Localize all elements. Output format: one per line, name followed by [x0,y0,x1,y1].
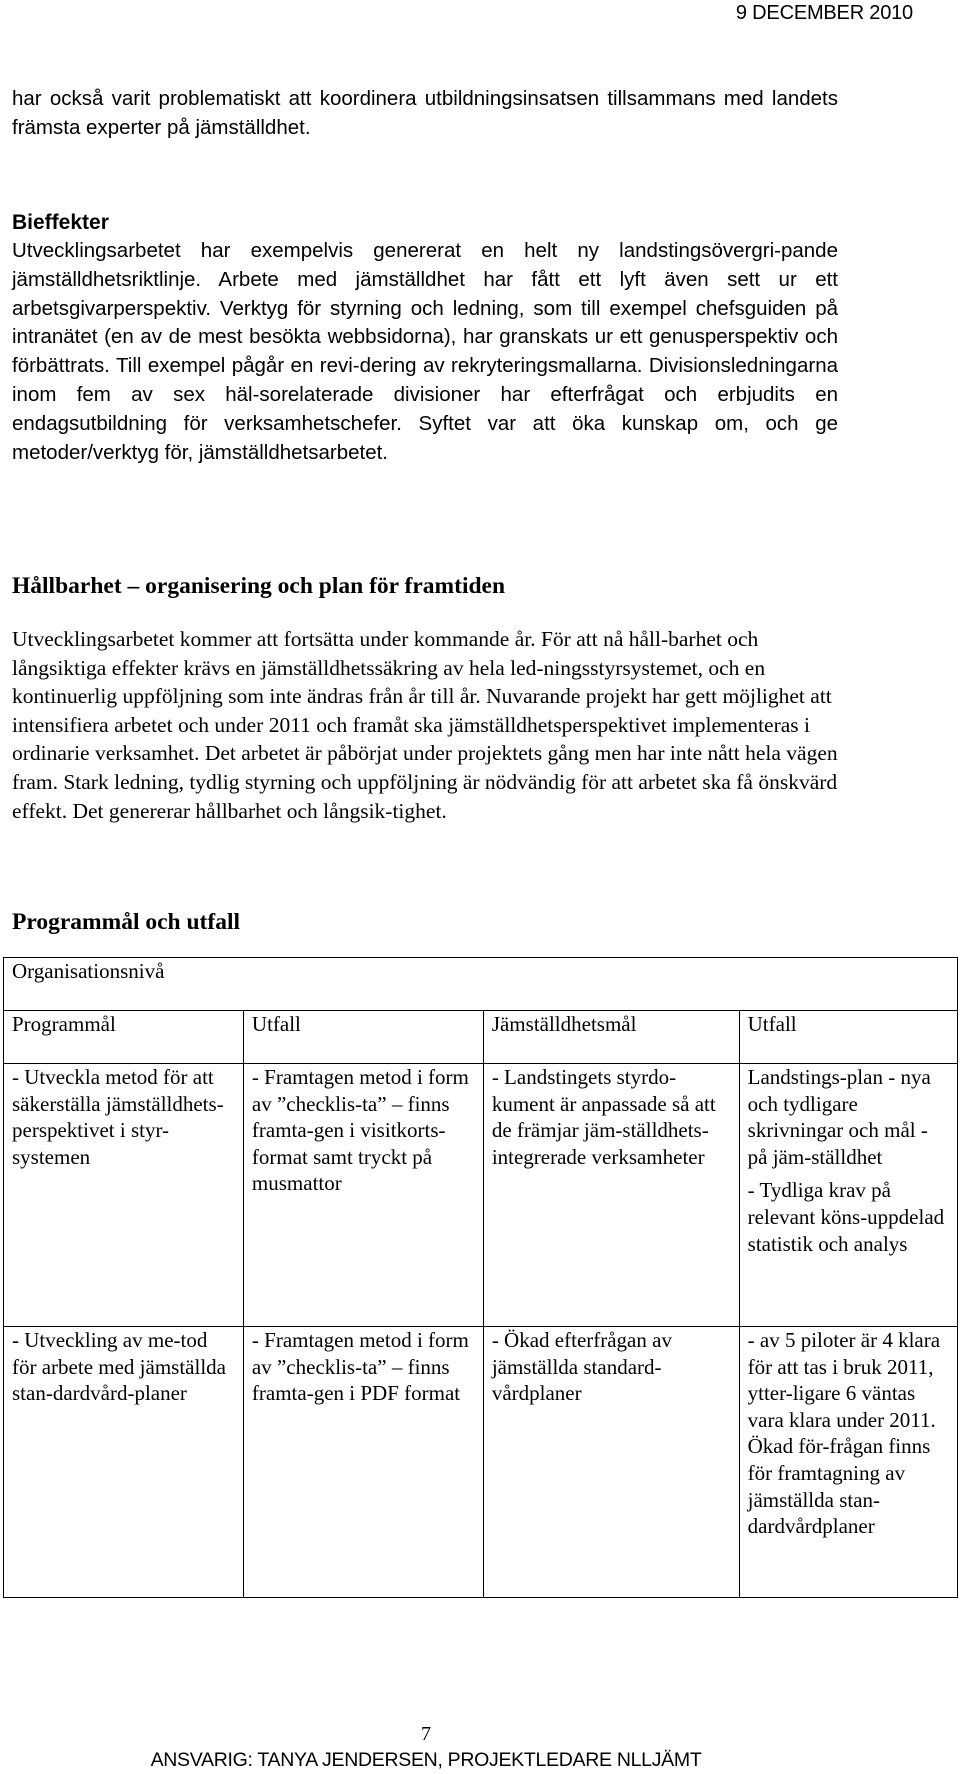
table-cell [4,1327,244,1598]
cell-text: - Framtagen metod i form av ”checklis-ta” – finns framta-gen i visitkorts-format samt tryckt på musmattor [251,1065,469,1196]
programmal-section [12,907,838,937]
hallbarhet-heading: Hållbarhet – organisering och plan för framtiden [12,573,506,599]
intro-section [12,85,838,143]
bieffekter-heading: Bieffekter [12,211,109,234]
cell-text: - Ökad efterfrågan av jämställda standard-vårdplaner [491,1328,672,1406]
table-row [4,1064,958,1327]
programmal-heading: Programmål och utfall [12,909,241,935]
cell-text: - av 5 piloter är 4 klara för att tas i bruk 2011, ytter-ligare 6 väntas vara klara under 2011. Ökad för-frågan finns för framtagning av jämställda stan-dardvårdplaner [747,1328,941,1539]
table-cell [739,1064,957,1327]
bieffekter-section [12,209,838,467]
footer-responsible: ANSVARIG: TANYA JENDERSEN, PROJEKTLEDARE NLLJÄMT [150,1749,702,1771]
cell-text: - Utveckling av me-tod för arbete med jämställda stan-dardvård-planer [12,1328,226,1406]
cell-text: - Tydliga krav på relevant köns-uppdelad statistik och analys [747,1178,945,1256]
table-cell [483,1064,739,1327]
outcomes-table [3,957,958,1598]
cell-text: - Utveckla metod för att säkerställa jämställdhets-perspektivet i styr-systemen [12,1065,224,1169]
table-cell [243,1064,483,1327]
header-date: 9 DECEMBER 2010 [735,2,913,24]
table-cell [739,1327,957,1598]
table-row [4,1327,958,1598]
cell-text: - Framtagen metod i form av ”checklis-ta” – finns framta-gen i PDF format [251,1328,469,1406]
page-number: 7 [421,1723,431,1745]
hallbarhet-body: Utvecklingsarbetet kommer att fortsätta under kommande år. För att nå håll-barhet och långsiktiga effekter krävs en jämställdhetssäkring av hela led-ningsstyrsystemet, och en kontinuerlig uppföljning som inte ändras från år till år. Nuvarande projekt har gett möjlighet att intensifiera arbetet och under 2011 och framåt ska jämställdhetsperspektivet implementeras i ordinarie verksamhet. Det arbetet är påbörjat under projektets gång men har inte nått hela vägen fram. Stark ledning, tydlig styrning och uppföljning är nödvändig för att arbetet ska få önskvärd effekt. Det genererar hållbarhet och långsik-tighet. [12,627,838,823]
column-header: Utfall [243,1011,483,1064]
table-cell [483,1327,739,1598]
cell-text: - Landstingets styrdo-kument är anpassade så att de främjar jäm-ställdhets-integrerade verksamheter [491,1065,716,1169]
cell-text: Landstings-plan - nya och tydligare skrivningar och mål - på jäm-ställdhet [747,1065,931,1169]
column-header: Programmål [4,1011,244,1064]
bieffekter-body: Utvecklingsarbetet har exempelvis genererat en helt ny landstingsövergri-pande jämställdhetsriktlinje. Arbete med jämställdhet har fått ett lyft även sett ur ett arbetsgivarperspektiv. Verktyg för styrning och ledning, som till exempel chefsguiden på intranätet (en av de mest besökta webbsidorna), har granskats ur ett genusperspektiv och förbättrats. Till exempel pågår en revi-dering av rekryteringsmallarna. Divisionsledningarna inom fem av sex häl-sorelaterade divisioner har efterfrågat och erbjudits en endagsutbildning för verksamhetschefer. Syftet var att öka kunskap om, och ge metoder/verktyg för, jämställdhetsarbetet. [12,239,838,464]
column-header: Utfall [739,1011,957,1064]
table-cell [4,1064,244,1327]
column-header: Jämställdhetsmål [483,1011,739,1064]
organisation-level-cell: Organisationsnivå [4,958,958,1011]
table-cell [243,1327,483,1598]
table-level-row [4,958,958,1011]
table-header-row [4,1011,958,1064]
hallbarhet-section [12,571,838,825]
intro-paragraph: har också varit problematiskt att koordinera utbildningsinsatsen tillsammans med landets främsta experter på jämställdhet. [12,87,838,139]
